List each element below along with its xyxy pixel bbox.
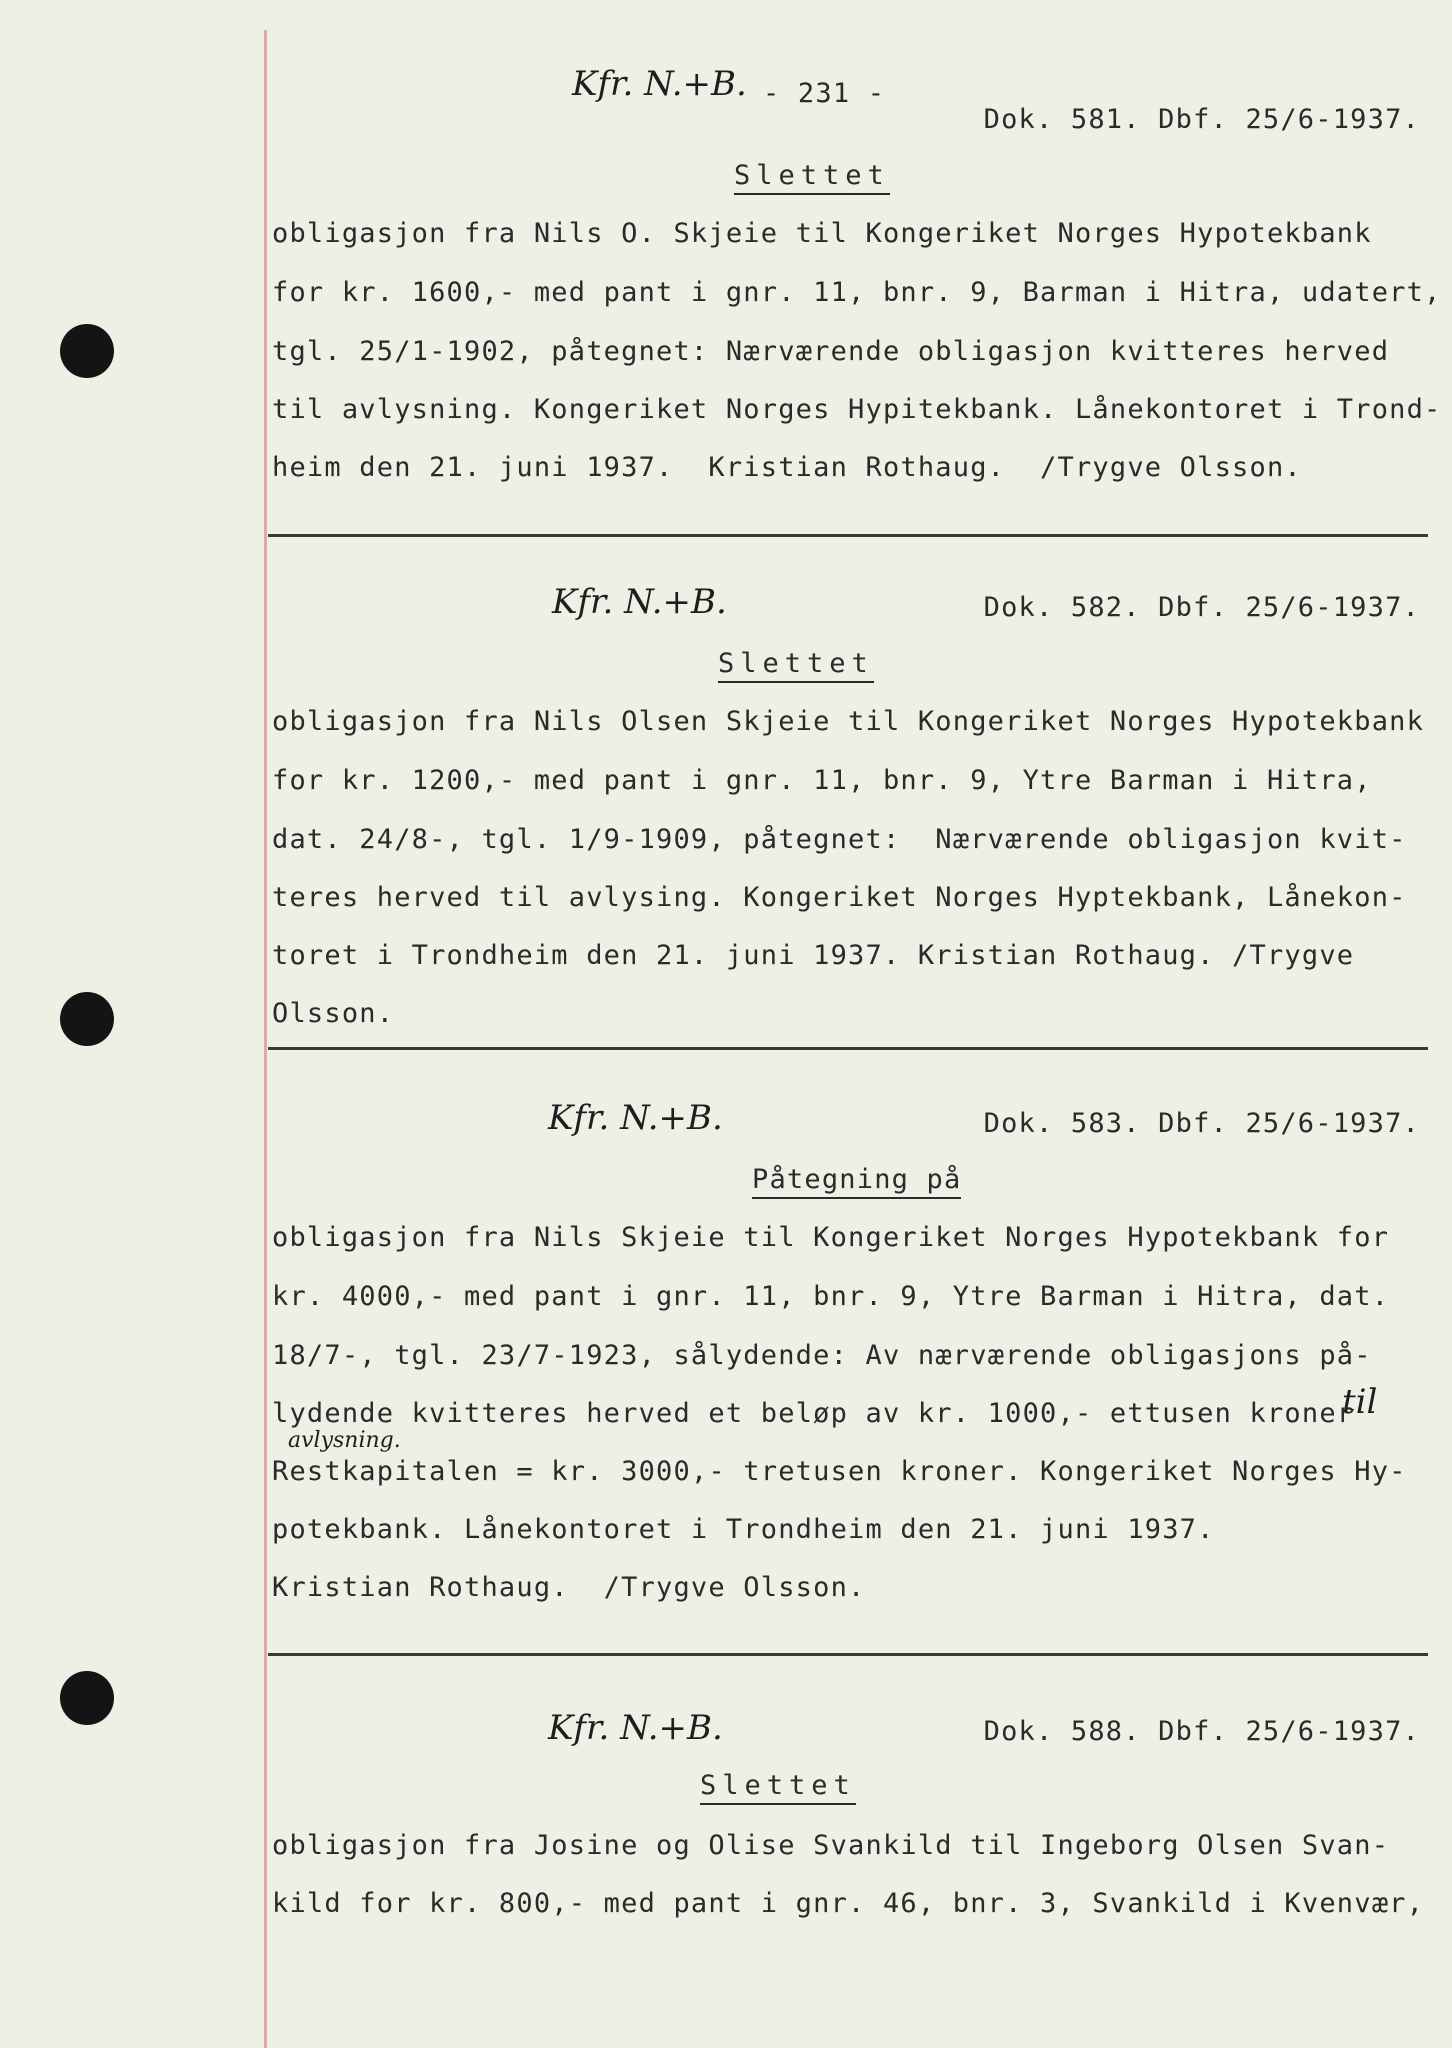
doc-reference: Dok. 583. Dbf. 25/6-1937.	[983, 1108, 1420, 1139]
punch-hole	[60, 1671, 114, 1725]
entry-line: tgl. 25/1-1902, påtegnet: Nærværende obligasjon kvitteres herved	[272, 336, 1390, 367]
handwritten-annotation: Kfr. N.+B.	[548, 1708, 723, 1748]
handwritten-annotation: Kfr. N.+B.	[572, 64, 747, 104]
page-number: - 231 -	[763, 78, 886, 109]
section-divider	[268, 1653, 1428, 1656]
margin-line	[264, 30, 267, 2048]
handwritten-insertion: avlysning.	[288, 1428, 401, 1453]
entry-line: potekbank. Lånekontoret i Trondheim den 21. juni 1937.	[272, 1514, 1215, 1545]
doc-reference: Dok. 582. Dbf. 25/6-1937.	[983, 592, 1420, 623]
entry-heading: Påtegning på	[752, 1164, 961, 1199]
entry-line: obligasjon fra Nils Skjeie til Kongeriket Norges Hypotekbank for	[272, 1222, 1390, 1253]
doc-reference: Dok. 581. Dbf. 25/6-1937.	[983, 104, 1420, 135]
entry-heading: Slettet	[734, 160, 890, 195]
handwritten-annotation: Kfr. N.+B.	[548, 1098, 723, 1138]
section-divider	[268, 534, 1428, 537]
punch-hole	[60, 324, 114, 378]
entry-line: heim den 21. juni 1937. Kristian Rothaug. /Trygve Olsson.	[272, 452, 1302, 483]
entry-line: dat. 24/8-, tgl. 1/9-1909, påtegnet: Nærværende obligasjon kvit-	[272, 824, 1407, 855]
entry-line: obligasjon fra Nils Olsen Skjeie til Kongeriket Norges Hypotekbank	[272, 706, 1425, 737]
entry-line: teres herved til avlysing. Kongeriket Norges Hyptekbank, Lånekon-	[272, 882, 1407, 913]
handwritten-insertion: til	[1342, 1382, 1378, 1422]
entry-line: 18/7-, tgl. 23/7-1923, sålydende: Av nærværende obligasjons på-	[272, 1340, 1372, 1371]
entry-line: Kristian Rothaug. /Trygve Olsson.	[272, 1572, 866, 1603]
entry-line: kild for kr. 800,- med pant i gnr. 46, bnr. 3, Svankild i Kvenvær,	[272, 1888, 1425, 1919]
punch-hole	[60, 992, 114, 1046]
section-divider	[268, 1047, 1428, 1050]
entry-line: lydende kvitteres herved et beløp av kr. 1000,- ettusen kroner	[272, 1398, 1355, 1429]
entry-line: obligasjon fra Josine og Olise Svankild til Ingeborg Olsen Svan-	[272, 1830, 1390, 1861]
entry-heading: Slettet	[700, 1770, 856, 1805]
entry-line: for kr. 1600,- med pant i gnr. 11, bnr. 9, Barman i Hitra, udatert,	[272, 277, 1442, 308]
handwritten-annotation: Kfr. N.+B.	[552, 582, 727, 622]
entry-line: kr. 4000,- med pant i gnr. 11, bnr. 9, Ytre Barman i Hitra, dat.	[272, 1281, 1390, 1312]
entry-line: til avlysning. Kongeriket Norges Hypitekbank. Lånekontoret i Trond-	[272, 394, 1442, 425]
entry-line: for kr. 1200,- med pant i gnr. 11, bnr. 9, Ytre Barman i Hitra,	[272, 765, 1372, 796]
doc-reference: Dok. 588. Dbf. 25/6-1937.	[983, 1716, 1420, 1747]
entry-heading: Slettet	[718, 648, 874, 683]
entry-line: toret i Trondheim den 21. juni 1937. Kristian Rothaug. /Trygve	[272, 940, 1355, 971]
entry-line: Olsson.	[272, 998, 395, 1029]
entry-line: obligasjon fra Nils O. Skjeie til Kongeriket Norges Hypotekbank	[272, 218, 1372, 249]
entry-line: Restkapitalen = kr. 3000,- tretusen kroner. Kongeriket Norges Hy-	[272, 1456, 1407, 1487]
